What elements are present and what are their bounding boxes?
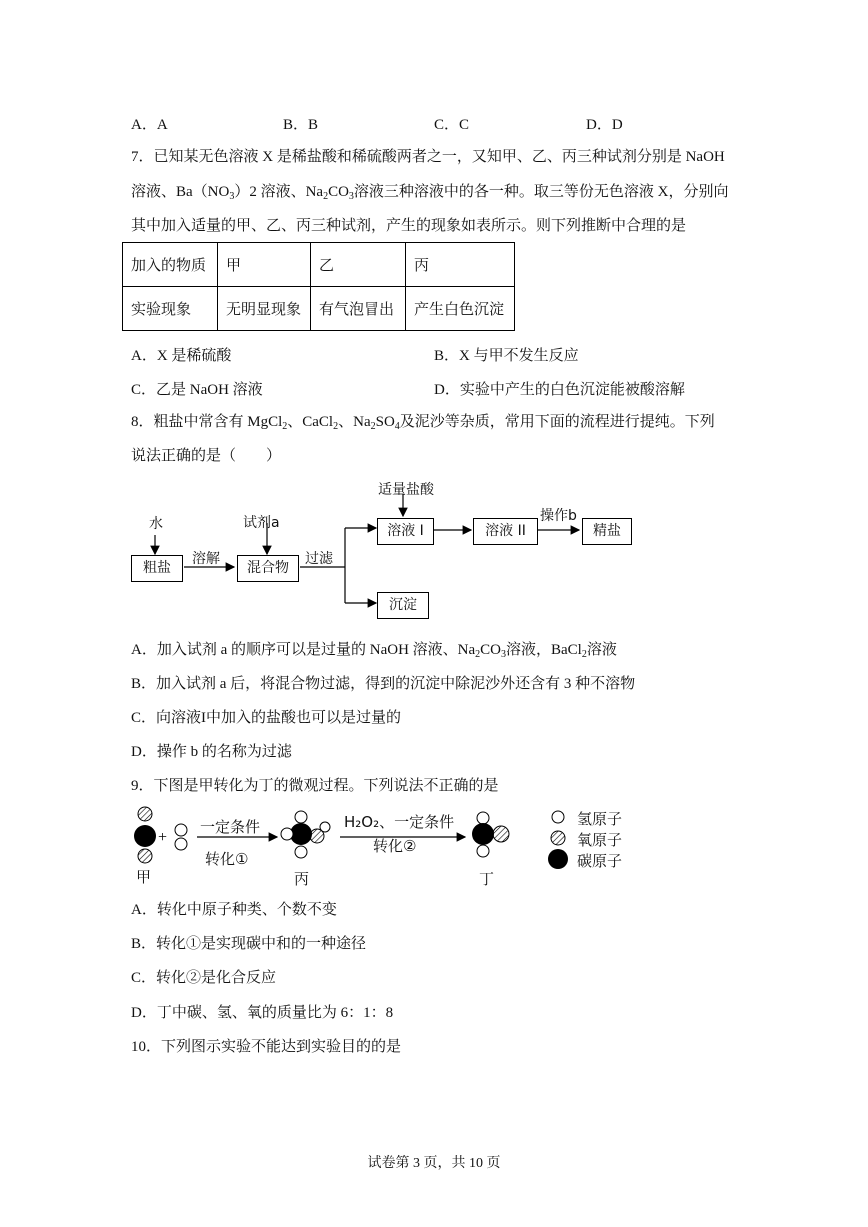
q9-option-a: A．转化中原子种类、个数不变	[131, 902, 337, 918]
flow-water-label: 水	[149, 516, 163, 532]
table-cell: 加入的物质	[123, 243, 218, 287]
q7-stem-line2: 溶液、$Ba(NO_3)2$ 溶液、$Na_2CO_3$溶液三种溶液中的各一种。取三等份无色溶液 X，分别向	[131, 184, 729, 202]
q6-option-b: B．B	[283, 117, 319, 133]
molecule-ding-label: 丁	[479, 870, 495, 888]
q7-option-c: C．乙是 NaOH 溶液	[131, 382, 263, 398]
q6-option-d: D．D	[586, 117, 623, 133]
q8-option-d: D．操作 b 的名称为过滤	[131, 744, 292, 760]
q7-table	[122, 242, 515, 331]
conversion2-label: 转化②	[373, 837, 417, 855]
q7-option-a: A．X 是稀硫酸	[131, 348, 232, 364]
molecule-jia-label: 甲	[136, 868, 152, 886]
flow-filter-label: 过滤	[305, 551, 333, 567]
table-cell: 实验现象	[123, 287, 218, 331]
page-footer: 试卷第 3 页，共 10 页	[367, 1156, 501, 1171]
q7-stem-line3: 其中加入适量的甲、乙、丙三种试剂，产生的现象如表所示。则下列推断中合理的是	[131, 218, 687, 234]
svg-text:+: +	[158, 829, 168, 846]
q8-option-a: A．加入试剂 a 的顺序可以是过量的 NaOH 溶液、$Na_2CO_3$溶液，BaCl$_2$溶液	[131, 642, 617, 660]
q8-option-c: C．向溶液I中加入的盐酸也可以是过量的	[131, 710, 402, 726]
table-cell: 产生白色沉淀	[406, 287, 515, 331]
flow-operation-b-label: 操作b	[540, 508, 577, 524]
flow-hcl-label: 适量盐酸	[378, 482, 434, 498]
q9-stem: 9．下图是甲转化为丁的微观过程。下列说法不正确的是	[131, 778, 499, 794]
conversion1-condition: 一定条件	[200, 818, 261, 836]
table-cell: 无明显现象	[218, 287, 311, 331]
q7-option-b: B．X 与甲不发生反应	[434, 348, 579, 364]
legend-hydrogen: 氢原子	[577, 810, 623, 828]
flow-crude-salt-box: 粗盐	[131, 555, 183, 582]
q7-option-d: D．实验中产生的白色沉淀能被酸溶解	[434, 382, 685, 398]
conversion2-condition: H₂O₂、一定条件	[344, 813, 455, 831]
q9-option-d: D．丁中碳、氢、氧的质量比为 6：1：8	[131, 1005, 394, 1021]
table-row	[123, 243, 515, 287]
table-cell: 乙	[311, 243, 406, 287]
table-cell: 丙	[406, 243, 515, 287]
legend-carbon: 碳原子	[577, 852, 623, 870]
molecule-bing-label: 丙	[294, 870, 310, 888]
flow-dissolve-label: 溶解	[192, 551, 220, 567]
q10-stem: 10．下列图示实验不能达到实验目的的是	[131, 1039, 402, 1055]
q8-option-b: B．加入试剂 a 后，将混合物过滤，得到的沉淀中除泥沙外还含有 3 种不溶物	[131, 676, 636, 692]
q6-option-a: A．A	[131, 117, 168, 133]
table-cell: 有气泡冒出	[311, 287, 406, 331]
q6-option-c: C．C	[434, 117, 470, 133]
flow-solution1-box: 溶液 I	[377, 518, 434, 545]
flow-reagent-a-label: 试剂a	[243, 515, 280, 531]
flow-mixture-box: 混合物	[237, 555, 299, 582]
q8-stem-line2: 说法正确的是（ ）	[131, 448, 282, 464]
flow-solution2-box: 溶液 II	[473, 518, 538, 545]
q7-stem-line1: 7．已知某无色溶液 X 是稀盐酸和稀硫酸两者之一，又知甲、乙、丙三种试剂分别是 NaOH	[131, 149, 725, 165]
q9-option-c: C．转化②是化合反应	[131, 970, 277, 986]
legend-oxygen: 氧原子	[577, 831, 623, 849]
q9-option-b: B．转化①是实现碳中和的一种途径	[131, 936, 367, 952]
conversion1-label: 转化①	[205, 850, 249, 868]
flow-fine-salt-box: 精盐	[582, 518, 632, 545]
flow-precipitate-box: 沉淀	[377, 592, 429, 619]
table-row	[123, 287, 515, 331]
table-cell: 甲	[218, 243, 311, 287]
q8-stem-line1: 8．粗盐中常含有 MgCl$_2$、CaCl$_2$、$Na_2SO_4$及泥沙等杂质，常用下面的流程进行提纯。下列	[131, 414, 715, 432]
